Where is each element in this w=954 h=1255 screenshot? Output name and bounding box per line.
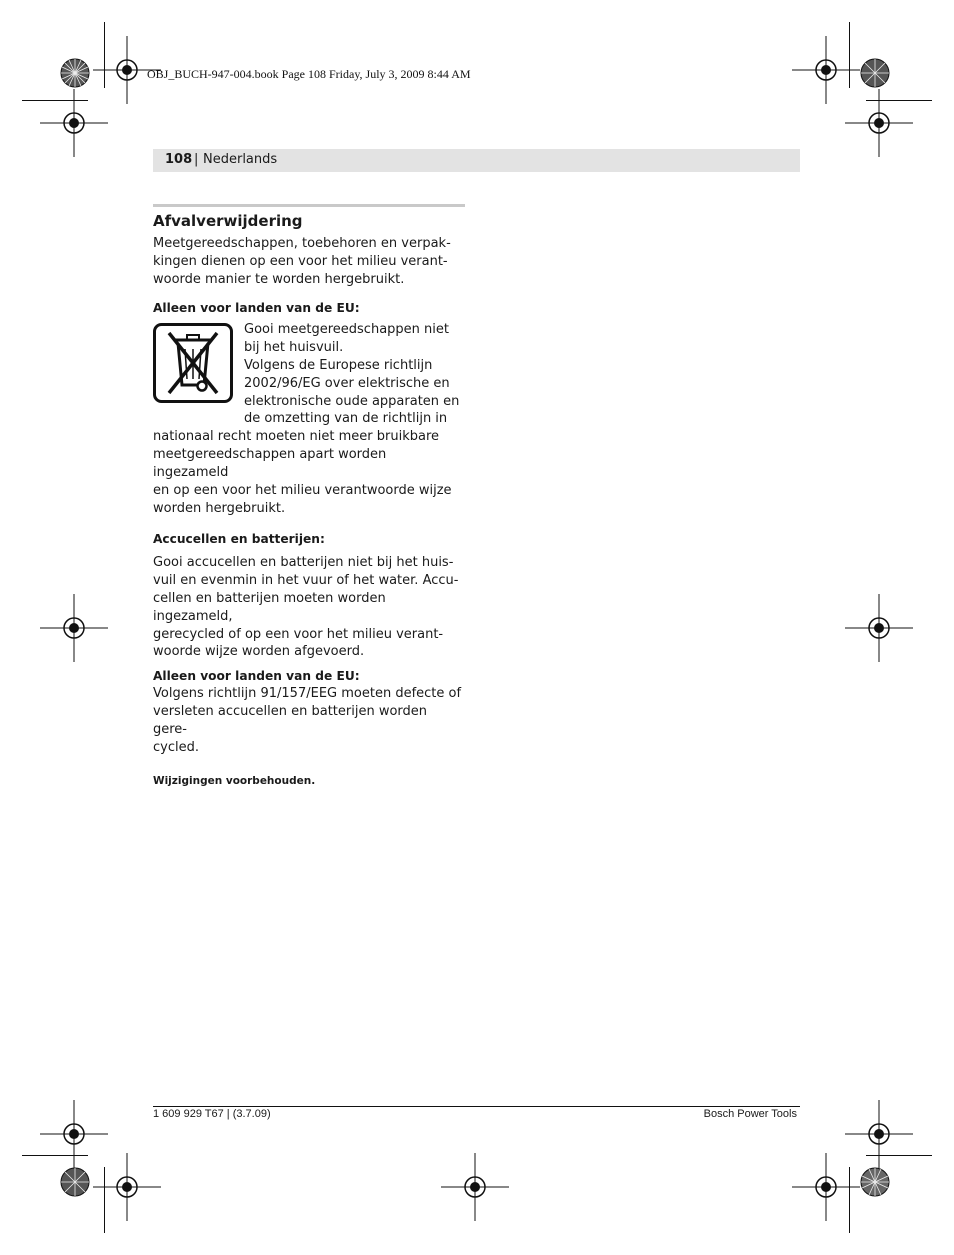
page-header [153, 149, 800, 172]
star-target-icon [860, 1167, 890, 1197]
weee-continuation: nationaal recht moeten niet meer bruikbare meetgereedschappen apart worden ingezameld en op een voor het milieu verantwoorde wijze worden hergebruikt. [153, 429, 452, 516]
content-column [153, 204, 465, 788]
weee-paragraph: Gooi meetgereedschappen niet bij het huisvuil. Volgens de Europese richtlijn 2002/96/EG over elektrische en elektronische oude apparaten en de omzetting van de richtlijn in [244, 322, 460, 427]
registration-mark-icon [792, 1153, 860, 1221]
batteries-heading: Accucellen en batterijen: [153, 532, 325, 547]
section-title: Afvalverwijdering [153, 212, 303, 230]
star-target-icon [860, 58, 890, 88]
page-number: 108 [165, 152, 193, 167]
star-target-icon [60, 1167, 90, 1197]
registration-mark-icon [792, 36, 860, 104]
footer-rule [153, 1106, 800, 1107]
registration-mark-icon [441, 1153, 509, 1221]
registration-mark-icon [40, 594, 108, 662]
eu-heading: Alleen voor landen van de EU: [153, 301, 360, 316]
footer-brand: Bosch Power Tools [703, 1108, 797, 1120]
section-rule [153, 204, 465, 207]
footer-document-code: 1 609 929 T67 | (3.7.09) [153, 1108, 271, 1120]
crossed-out-wheeled-bin-icon [153, 323, 233, 403]
registration-mark-icon [845, 594, 913, 662]
eu-heading-batteries: Alleen voor landen van de EU: [153, 669, 360, 684]
registration-mark-icon [93, 36, 161, 104]
eu-batteries-paragraph: Volgens richtlijn 91/157/EEG moeten defecte of versleten accucellen en batterijen worden gere- cycled. [153, 686, 462, 755]
header-separator: | [194, 152, 199, 167]
intro-paragraph: Meetgereedschappen, toebehoren en verpak- kingen dienen op een voor het milieu verant- woorde manier te worden hergebruikt. [153, 236, 451, 287]
weee-block [153, 321, 465, 428]
batteries-paragraph: Gooi accucellen en batterijen niet bij het huis- vuil en evenmin in het vuur of het water. Accu- cellen en batterijen moeten worden ingezameld, gerecycled of op een voor het milieu verant- woorde wijze worden afgevoerd. [153, 555, 459, 660]
registration-mark-icon [93, 1153, 161, 1221]
header-language: Nederlands [203, 152, 278, 167]
star-target-icon [60, 58, 90, 88]
changes-note: Wijzigingen voorbehouden. [153, 775, 316, 788]
print-slug: OBJ_BUCH-947-004.book Page 108 Friday, July 3, 2009 8:44 AM [147, 67, 471, 81]
